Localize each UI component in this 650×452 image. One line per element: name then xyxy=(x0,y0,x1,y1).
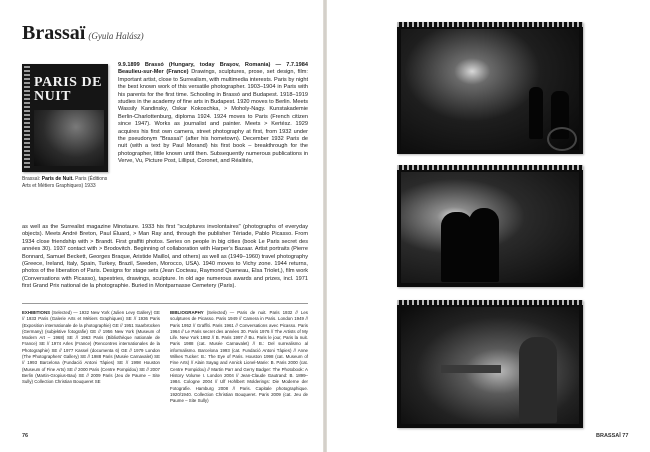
bibliography-text: (Selected) — Paris de nuit. Paris 1932 // Les sculptures de Picasso. Paris 1949 // Camera in Paris. London 1949 // Paris 1952 // Graffiti. Paris 1961 // Conversations avec Picasso. Paris 1964 // Le Paris secret des années 30. Paris 1976 // The Artists of My Life. New York 1982 // B. Paris 1997 // Bu. Paris le jour, Paris la nuit. Paris 1988 (cat. Musée Carnavalet) // B.: Del surrealismo al informalismo. Barcelona 1993 (cat. Fundació Antoni Tàpies) // Anne Wilkes Tucker: B.: The Eye of Paris. Houston 1998 (cat. Museum of Fine Arts) // Alain Sayag and Annick Lionel-Marie: B. Paris 2000 (cat. Centre Pompidou) // Martin Parr and Gerry Badger: The Photobook: A History Volume I. London 2004 // Jean-Claude Gautrand: B. 1899–1984. Cologne 2004 // Ulf Hohlbert Molderings: Die Moderne der Fotografie. Hamburg 2008 // Paris. Capitale photographique. 1920/1940. Collection Christian Bouqueret. Paris 2009 (cat. Jeu de Paume – Site Sully) xyxy=(170,310,308,404)
birth-place: Brassó (Hungary, today Braşov, Romania) xyxy=(144,62,271,68)
book-spiral-binding xyxy=(24,66,30,170)
exhibitions-label: EXHIBITIONS xyxy=(22,310,51,315)
book-cover-title: PARIS DE NUIT xyxy=(34,75,102,104)
right-page-number: 77 xyxy=(622,433,629,439)
artist-name: Brassaï xyxy=(22,22,86,44)
spiral-book-photo-bottom xyxy=(397,300,583,428)
spiral-rings xyxy=(397,165,583,170)
caption-title: Paris de Nuit. xyxy=(41,176,74,182)
running-head: BRASSAÏ xyxy=(596,433,621,439)
exhibitions-column xyxy=(22,310,160,386)
death-date: — 7.7.1984 xyxy=(275,62,308,68)
couple-bar-photo xyxy=(401,172,579,283)
section-divider xyxy=(22,303,308,304)
spiral-rings xyxy=(397,22,583,27)
biography-continued: as well as the Surrealist magazine Minotaure. 1933 his first "sculptures involontaires" (photographs of everyday objects). Meets André Breton, Paul Éluard, > Man Ray and, through the publisher Tériade, Pablo Picasso. From 1934 close friendship with > Brandt. First graffiti photos. Series on people in big cities (book Le Paris secret des années 30). 1937 contact with > Brodovitch. Beginning of collaboration with Harper's Bazaar. Artist portraits (Pierre Bonnard, Samuel Beckett, Georges Braque, Aristide Maillol, and others) as well as (1949–1960) travel photography (Greece, Ireland, Italy, Spain, Turkey, Brazil, Sweden, Morocco, USA). 1940 moves to Vichy zone. 1944 returns, photos of the liberation of Paris. Designs for stage sets (Jean Cocteau, Raymond Queneau, Elsa Triolet,), film work (Conversations with Picasso), tapestries, drawings, sculpture. In old age numerous awards and prizes, incl. 1971 first Grand Prix national de la photographie. Buried in Montparnasse Cemetery (Paris). xyxy=(22,224,308,290)
night-street-photo xyxy=(401,29,579,150)
spiral-rings xyxy=(397,300,583,305)
page-title xyxy=(22,22,144,45)
caption-prefix: Brassaï: xyxy=(22,176,42,182)
book-cover-caption xyxy=(22,176,114,189)
left-page xyxy=(0,0,323,452)
book-cover-image xyxy=(22,64,108,172)
right-page-footer xyxy=(596,433,628,439)
bibliography-column xyxy=(170,310,308,404)
cafe-couple-photo xyxy=(401,307,579,424)
biography-text xyxy=(118,62,308,166)
bibliography-label: BIBLIOGRAPHY xyxy=(170,310,204,315)
left-page-number: 76 xyxy=(22,433,29,439)
death-place: Beaulieu-sur-Mer (France) xyxy=(118,69,189,76)
birth-date: 9.9.1899 xyxy=(118,62,140,68)
book-cover-photo xyxy=(34,110,104,166)
biography-paragraph-1: Drawings, sculptures, prose, set design, film: Important artist, close to Surrealism, with multimedia interests. Paris by night the best known work of this versatile photographer. 1903–1904 in Paris with his parents for the first time. Schooling in Brassó and Budapest. 1918–1919 studies in the academy of fine arts in Budapest. 1920 moves to Berlin. Meets Wassily Kandinsky, Oskar Kokoschka, > Moholy-Nagy. Kunstakademie Berlin-Charlottenburg, diploma 1924. 1924 moves to Paris (French citizen since 1947). Works as journalist and painter. Meets > Kertész. 1929 acquires his first own camera, street photography at first, from 1932 under the pseudonym "Brassaï" (after his hometown). December 1932 Paris de nuit (with a text by Paul Morand) his first book – breakthrough for the photographer, little known until then. Subsequently numerous publications in Verve, Vu, Picture Post, Lilliput, Coronet, and Réalités, xyxy=(118,69,308,165)
artist-real-name: (Gyula Halász) xyxy=(88,31,144,41)
spiral-book-photo-middle xyxy=(397,165,583,287)
caption-rest: Paris (Éditions Arts et Métiers Graphiques) 1933 xyxy=(22,176,108,189)
exhibitions-text: (Selected) — 1932 New York (Julien Levy Gallery) GE // 1933 Paris (Galerie Arts et Métiers Graphiques) SE // 1936 Paris (Exposition internationale de la photographie) GE // 1951 Saarbrücken (Germany) (subjektive fotografie) GE // 1956 New York (Museum of Modern Art – 1968) SE // 1963 Paris (Bibliothèque nationale de France) SE // 1974 Arles (France) (Rencontres internationales de la Photographie) SE // 1977 Kassel (documenta 6) GE // 1979 London (The Photographers' Gallery) SE // 1988 Paris (Musée Carnavalet) SE // 1993 Barcelona (Fundació Antoni Tàpies) SE // 1998 Houston (Museum of Fine Arts) SE // 2000 Paris (Centre Pompidou) SE // 2007 Berlin (Martin-Gropius-Bau) SE // 2009 Paris (Jeu de Paume – Site Sully) Collection Christian Bouqueret SE xyxy=(22,310,160,385)
spiral-book-photo-top xyxy=(397,22,583,154)
